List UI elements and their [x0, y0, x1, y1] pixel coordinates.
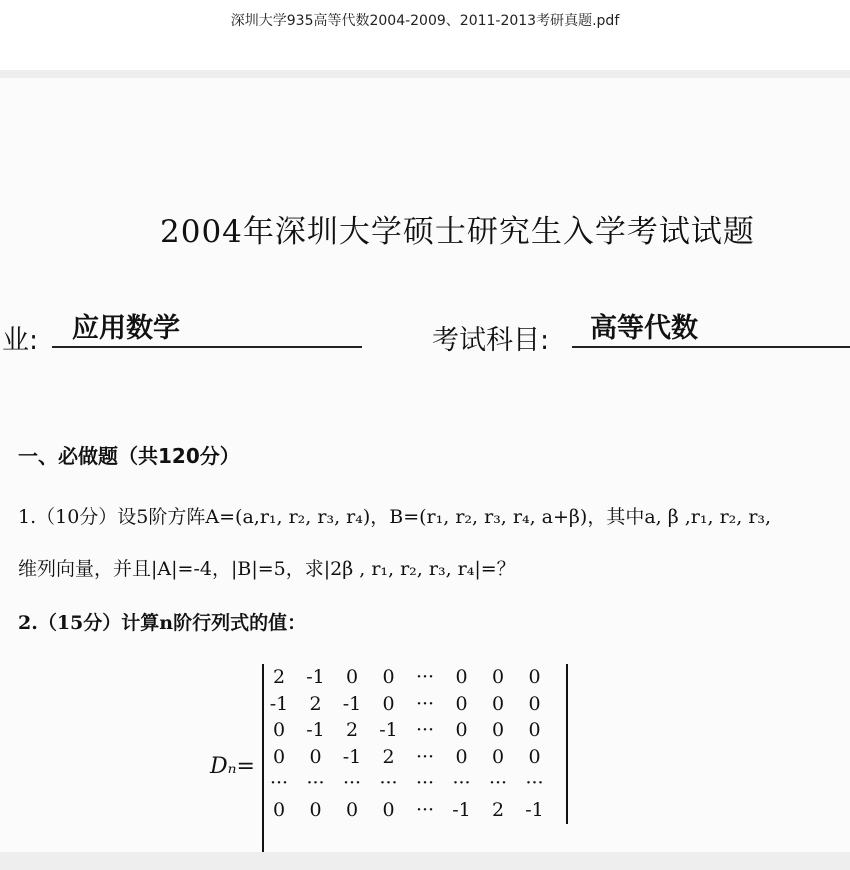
major-label: 业: — [2, 325, 39, 356]
subject-value: 高等代数 — [590, 313, 698, 344]
matrix-cell: 0 — [382, 666, 395, 688]
matrix-cell: 0 — [272, 719, 286, 741]
matrix-cell: 0 — [345, 666, 359, 688]
matrix-cell: -1 — [452, 798, 471, 821]
matrix-cell: 0 — [491, 692, 505, 715]
matrix-cell: -1 — [306, 719, 325, 741]
matrix-cell: 0 — [528, 745, 541, 768]
matrix-cell: 0 — [455, 692, 468, 715]
subject-label: 考试科目: — [432, 325, 550, 356]
matrix-cell: 0 — [528, 692, 541, 715]
matrix-cell: 0 — [491, 745, 505, 768]
matrix-cell: 0 — [382, 692, 395, 715]
matrix-cell: 0 — [272, 745, 286, 768]
toolbar-separator — [0, 70, 850, 78]
matrix-cell: ··· — [415, 745, 435, 768]
matrix-cell: ··· — [415, 692, 435, 715]
matrix-cell: -1 — [342, 745, 362, 768]
matrix-cell: ··· — [488, 772, 508, 794]
matrix-cell: ··· — [415, 719, 435, 741]
matrix-cell: 2 — [491, 798, 505, 821]
matrix-cell: 0 — [528, 719, 541, 741]
question-1-line-1: 1.（10分）设5阶方阵A=(a,r₁, r₂, r₃, r₄)，B=(r₁, r₂, r₃, r₄, a+β)，其中a, β ,r₁, r₂, r₃, — [18, 506, 772, 528]
matrix-cell: 0 — [382, 798, 395, 821]
matrix-cell: 0 — [455, 719, 468, 741]
matrix-cell: ··· — [415, 798, 435, 821]
page-gap — [0, 852, 850, 870]
matrix-cell: 0 — [309, 798, 322, 821]
document-page[interactable] — [0, 78, 850, 852]
matrix-cell: 0 — [491, 719, 505, 741]
matrix-cell: 2 — [272, 666, 286, 688]
matrix-cell: -1 — [269, 692, 289, 715]
matrix-cell: 2 — [382, 745, 395, 768]
matrix-cell: 2 — [345, 719, 359, 741]
matrix-cell: ··· — [452, 772, 471, 794]
matrix-cell: ··· — [269, 772, 289, 794]
viewer-header — [0, 0, 850, 70]
matrix-cell: -1 — [379, 719, 398, 741]
matrix-cell: 0 — [345, 798, 359, 821]
determinant-right-bar — [566, 664, 568, 824]
matrix-cell: 0 — [309, 745, 322, 768]
exam-title: 2004年深圳大学硕士研究生入学考试试题 — [160, 214, 755, 250]
matrix-cell: ··· — [379, 772, 398, 794]
matrix-cell: 0 — [528, 666, 541, 688]
subject-underline — [572, 346, 850, 348]
matrix-cell: -1 — [342, 692, 362, 715]
matrix-cell: 0 — [455, 666, 468, 688]
matrix-cell: 0 — [491, 666, 505, 688]
matrix-cell: -1 — [306, 666, 325, 688]
question-1-line-2: 维列向量，并且|A|=-4，|B|=5，求|2β , r₁, r₂, r₃, r₄|=？ — [18, 558, 516, 580]
matrix-cell: 0 — [272, 798, 286, 821]
determinant-label: Dₙ= — [210, 754, 255, 779]
section-heading: 一、必做题（共120分） — [18, 444, 240, 468]
matrix-cell: 0 — [455, 745, 468, 768]
question-2: 2.（15分）计算n阶行列式的值： — [18, 612, 307, 634]
matrix-cell: ··· — [525, 772, 544, 794]
matrix-cell: ··· — [306, 772, 325, 794]
major-value: 应用数学 — [72, 313, 180, 344]
matrix-cell: 2 — [309, 692, 322, 715]
matrix-cell: ··· — [415, 772, 435, 794]
file-title: 深圳大学935高等代数2004-2009、2011-2013考研真题.pdf — [230, 13, 620, 29]
matrix-cell: -1 — [525, 798, 544, 821]
major-underline — [52, 346, 362, 348]
matrix-cell: ··· — [342, 772, 362, 794]
matrix-cell: ··· — [415, 666, 435, 688]
